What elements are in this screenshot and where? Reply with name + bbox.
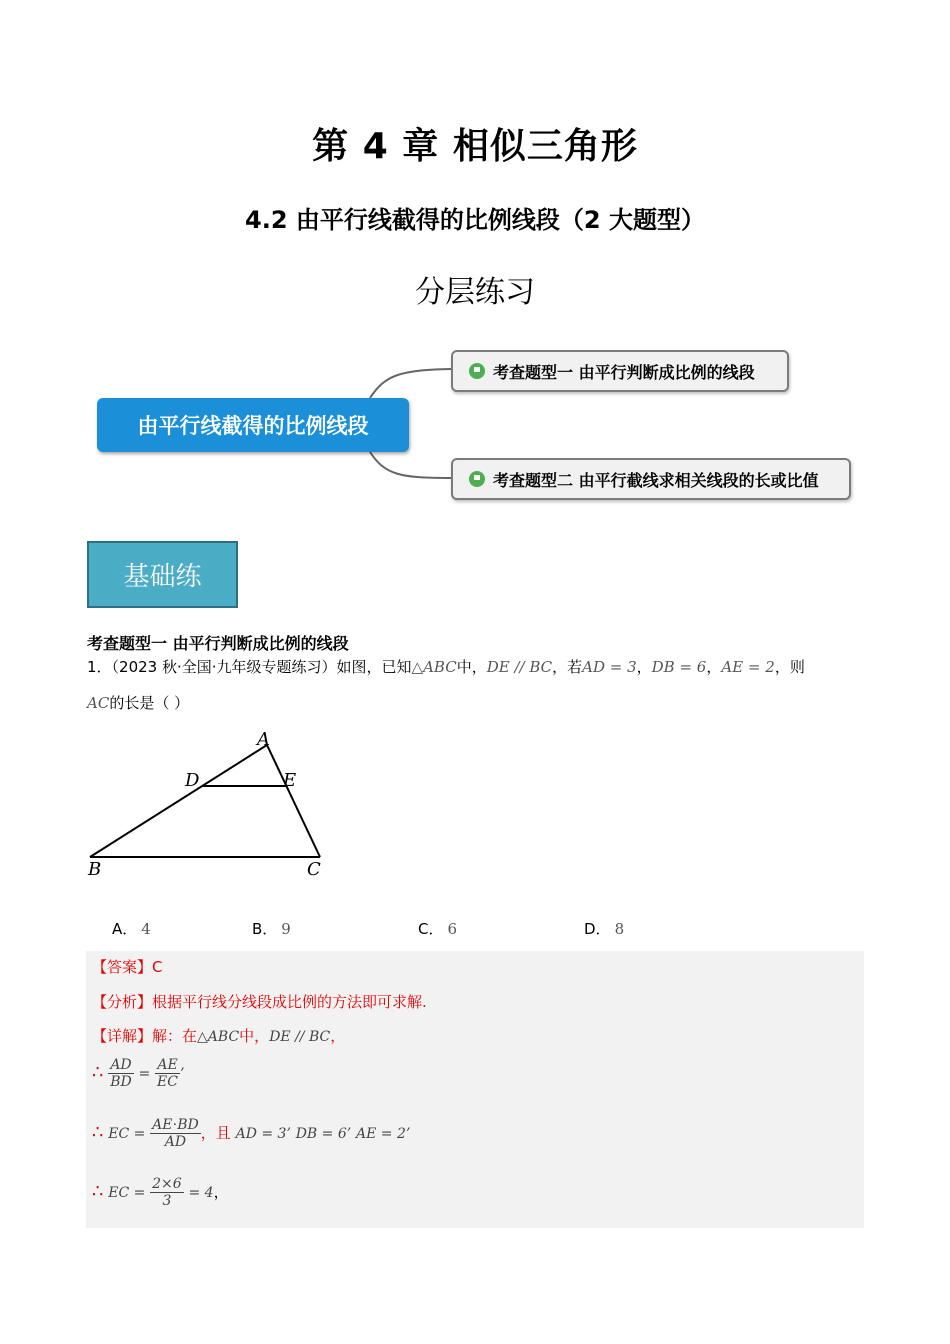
question-number: 1． bbox=[87, 658, 112, 676]
answer-line bbox=[92, 956, 163, 977]
text: ，则 bbox=[774, 658, 805, 676]
denominator: 3 bbox=[162, 1193, 172, 1209]
denominator: AD bbox=[164, 1134, 187, 1150]
option-b[interactable] bbox=[252, 918, 291, 939]
step-3 bbox=[92, 1176, 229, 1209]
option-value: 6 bbox=[447, 920, 458, 938]
answer-value: C bbox=[152, 958, 163, 976]
therefore-symbol: ∴ bbox=[92, 1181, 104, 1202]
chapter-title: 第 4 章 相似三角形 bbox=[312, 126, 638, 167]
label-d: D bbox=[185, 770, 200, 791]
denominator: EC bbox=[157, 1074, 178, 1090]
option-value: 9 bbox=[281, 920, 291, 938]
detail-text: 中， bbox=[239, 1027, 270, 1045]
fraction-2x6-3 bbox=[150, 1176, 184, 1209]
step-1 bbox=[92, 1057, 184, 1090]
option-c[interactable] bbox=[418, 918, 457, 939]
punct: ’ bbox=[405, 1126, 411, 1142]
text: 中， bbox=[456, 658, 487, 676]
triangle-figure bbox=[85, 725, 335, 885]
basic-practice-label: 基础练 bbox=[87, 541, 238, 608]
text: ， bbox=[706, 658, 722, 676]
flag-icon bbox=[469, 363, 485, 379]
punct: ’ bbox=[346, 1126, 352, 1142]
label-b: B bbox=[88, 859, 102, 880]
math-triangle: △ABC bbox=[411, 658, 457, 676]
therefore-symbol: ∴ bbox=[92, 1062, 104, 1083]
detail-text: 解：在 bbox=[152, 1027, 198, 1045]
answer-box bbox=[86, 951, 864, 1228]
text: 的长是（ ） bbox=[109, 694, 190, 712]
math-parallel: DE // BC bbox=[269, 1029, 331, 1045]
detail-text: ，且 bbox=[200, 1124, 231, 1142]
punct: ， bbox=[330, 1027, 346, 1045]
punct: ’ bbox=[286, 1126, 291, 1142]
punct: ， bbox=[213, 1183, 229, 1201]
fraction-ae-ec bbox=[155, 1057, 180, 1090]
option-letter: C． bbox=[418, 920, 444, 938]
numerator: AD bbox=[108, 1057, 134, 1074]
question-line-1 bbox=[87, 656, 805, 677]
side-ac bbox=[267, 745, 320, 857]
fraction-ad-bd bbox=[108, 1057, 134, 1090]
option-value: 8 bbox=[614, 920, 625, 938]
section-heading: 考查题型一 由平行判断成比例的线段 bbox=[87, 634, 349, 653]
math-ae: AE = 2 bbox=[355, 1126, 406, 1142]
numerator: AE⋅BD bbox=[152, 1117, 199, 1133]
section-title: 4.2 由平行线截得的比例线段（2 大题型） bbox=[245, 206, 705, 234]
text: ，若 bbox=[552, 658, 583, 676]
analysis-tag: 【分析】 bbox=[92, 993, 153, 1011]
numerator: AE bbox=[155, 1057, 180, 1074]
branch-2-label: 考查题型二 由平行截线求相关线段的长或比值 bbox=[493, 470, 819, 490]
branch-1-label: 考查题型一 由平行判断成比例的线段 bbox=[493, 362, 755, 382]
question-source: （2023 秋·全国·九年级专题练习）如图，已知 bbox=[111, 658, 412, 676]
math-ae: AE = 2 bbox=[721, 658, 775, 676]
math-db: DB = 6 bbox=[295, 1126, 347, 1142]
flag-icon bbox=[469, 471, 485, 487]
math-ac: AC bbox=[87, 694, 110, 712]
equals: = bbox=[138, 1066, 151, 1082]
option-value: 4 bbox=[141, 920, 151, 938]
math-result: = 4 bbox=[188, 1185, 214, 1201]
math-parallel: DE // BC bbox=[486, 658, 553, 676]
label-e: E bbox=[283, 770, 297, 791]
punct: ’ bbox=[179, 1066, 185, 1082]
analysis-text: 根据平行线分线段成比例的方法即可求解. bbox=[152, 993, 427, 1011]
label-c: C bbox=[307, 859, 321, 880]
mindmap-branch-1 bbox=[451, 350, 789, 392]
option-letter: D． bbox=[584, 920, 611, 938]
option-a[interactable] bbox=[112, 918, 151, 939]
mindmap-root: 由平行线截得的比例线段 bbox=[97, 398, 409, 452]
option-letter: A． bbox=[112, 920, 138, 938]
numerator: 2×6 bbox=[152, 1176, 182, 1192]
denominator: BD bbox=[110, 1074, 132, 1090]
option-d[interactable] bbox=[584, 918, 624, 939]
therefore-symbol: ∴ bbox=[92, 1122, 104, 1143]
mindmap-branch-2 bbox=[451, 458, 851, 500]
label-a: A bbox=[257, 729, 270, 750]
step-2 bbox=[92, 1117, 410, 1150]
question-line-2 bbox=[87, 692, 189, 713]
math-ec: EC = bbox=[108, 1126, 146, 1142]
option-letter: B． bbox=[252, 920, 278, 938]
analysis-line bbox=[92, 991, 427, 1012]
text: ， bbox=[636, 658, 652, 676]
side-ab bbox=[90, 745, 267, 857]
math-db: DB = 6 bbox=[651, 658, 707, 676]
sub-title: 分层练习 bbox=[415, 275, 535, 310]
math-ad: AD = 3 bbox=[235, 1126, 287, 1142]
math-ad: AD = 3 bbox=[582, 658, 637, 676]
answer-tag: 【答案】 bbox=[92, 958, 153, 976]
detail-line bbox=[92, 1025, 345, 1046]
math-ec: EC = bbox=[108, 1185, 146, 1201]
fraction-ae-bd-ad bbox=[150, 1117, 201, 1150]
detail-tag: 【详解】 bbox=[92, 1027, 153, 1045]
math-triangle: △ABC bbox=[197, 1029, 240, 1045]
